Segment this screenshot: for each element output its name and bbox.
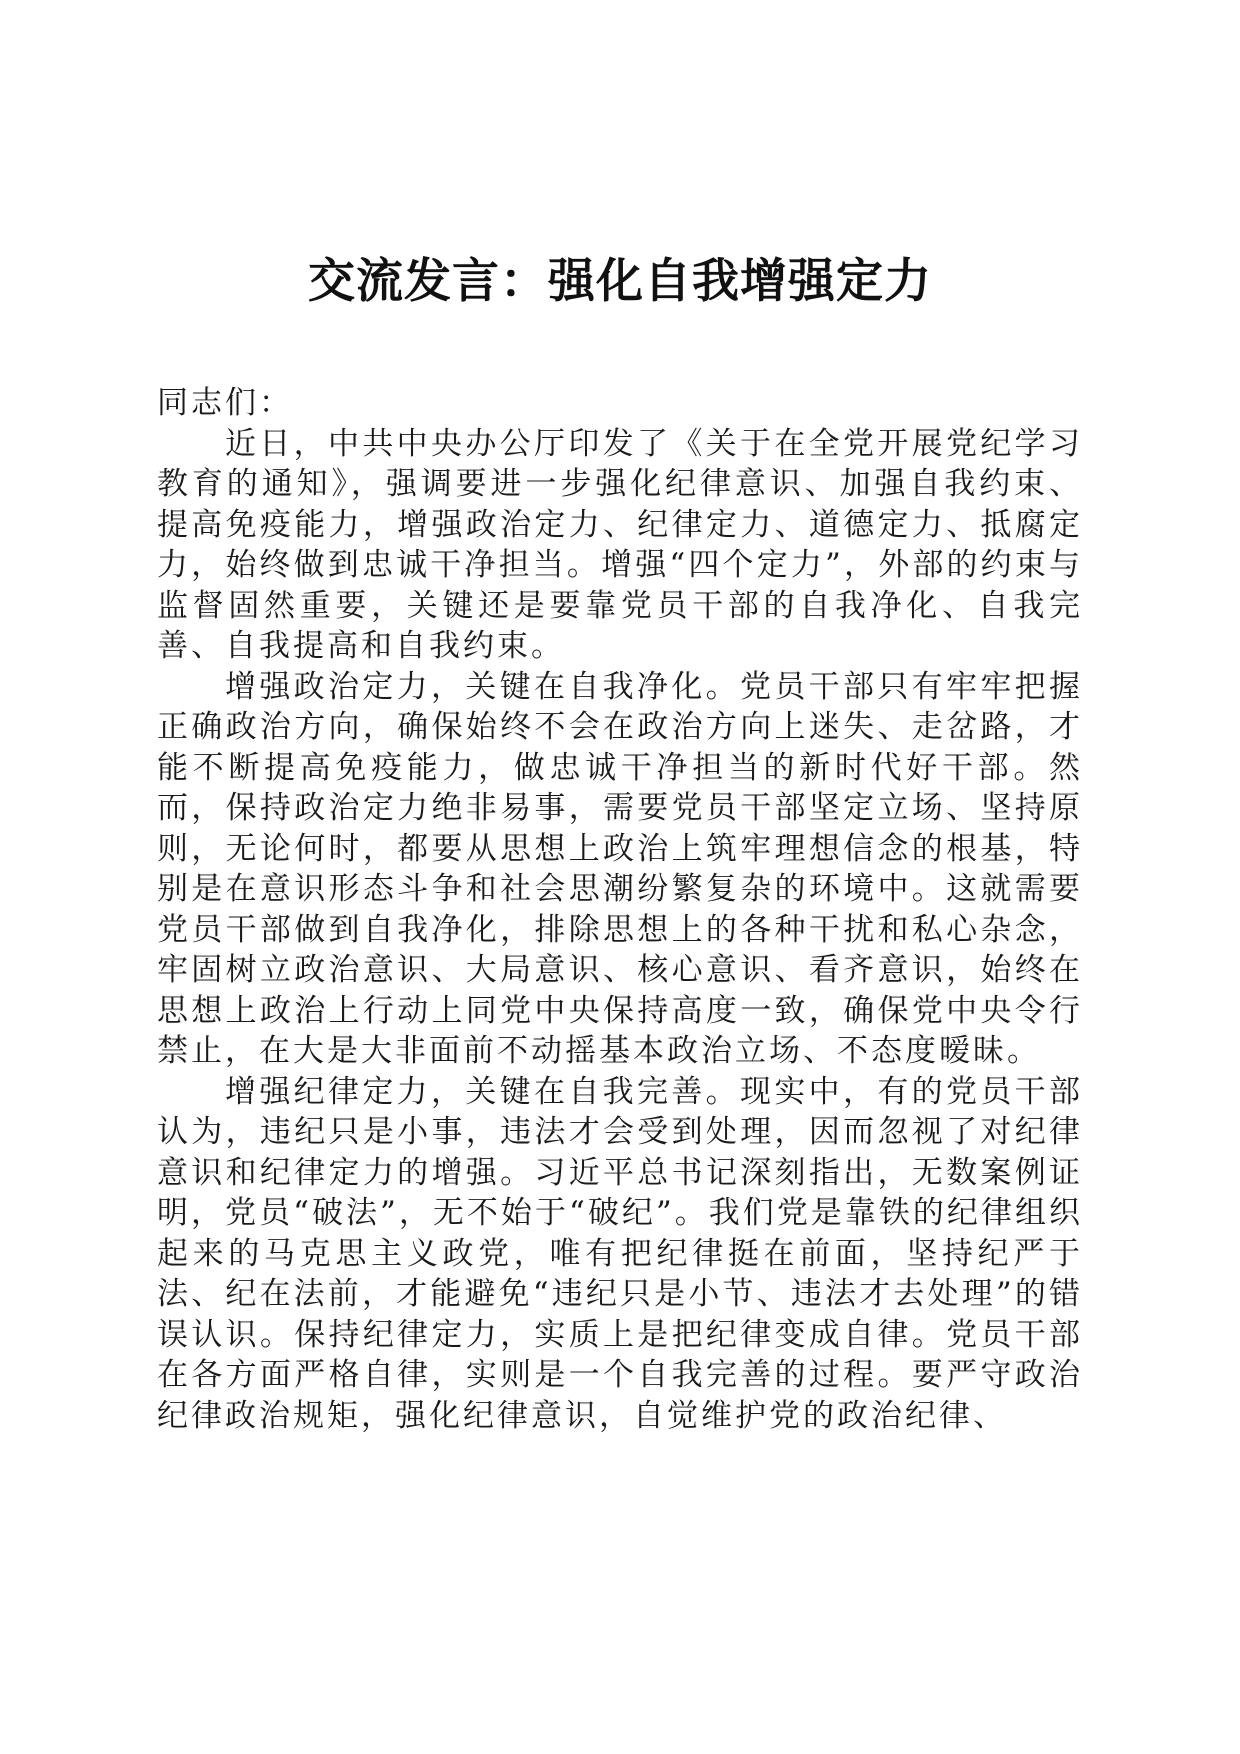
paragraph-1: 近日，中共中央办公厅印发了《关于在全党开展党纪学习教育的通知》，强调要进一步强化纪律意识、加强自我约束、提高免疫能力，增强政治定力、纪律定力、道德定力、抵腐定力，始终做到忠诚干净担当。增强“四个定力”，外部的约束与监督固然重要，关键还是要靠党员干部的自我净化、自我完善、自我提高和自我约束。 xyxy=(157,425,1083,664)
salutation: 同志们： xyxy=(157,385,293,421)
paragraph-2: 增强政治定力，关键在自我净化。党员干部只有牢牢把握正确政治方向，确保始终不会在政治方向上迷失、走岔路，才能不断提高免疫能力，做忠诚干净担当的新时代好干部。然而，保持政治定力绝非易事，需要党员干部坚定立场、坚持原则，无论何时，都要从思想上政治上筑牢理想信念的根基，特别是在意识形态斗争和社会思潮纷繁复杂的环境中。这就需要党员干部做到自我净化，排除思想上的各种干扰和私心杂念，牢固树立政治意识、大局意识、核心意识、看齐意识，始终在思想上政治上行动上同党中央保持高度一致，确保党中央令行禁止，在大是大非面前不动摇基本政治立场、不态度暧昧。 xyxy=(157,668,1083,1069)
paragraph-3: 增强纪律定力，关键在自我完善。现实中，有的党员干部认为，违纪只是小事，违法才会受到处理，因而忽视了对纪律意识和纪律定力的增强。习近平总书记深刻指出，无数案例证明，党员“破法”，无不始于“破纪”。我们党是靠铁的纪律组织起来的马克思主义政党，唯有把纪律挺在前面，坚持纪严于法、纪在法前，才能避免“违纪只是小节、违法才去处理”的错误认识。保持纪律定力，实质上是把纪律变成自律。党员干部在各方面严格自律，实则是一个自我完善的过程。要严守政治纪律政治规矩，强化纪律意识，自觉维护党的政治纪律、 xyxy=(157,1073,1083,1434)
document-title: 交流发言：强化自我增强定力 xyxy=(308,254,932,309)
document-body xyxy=(157,383,1083,1436)
